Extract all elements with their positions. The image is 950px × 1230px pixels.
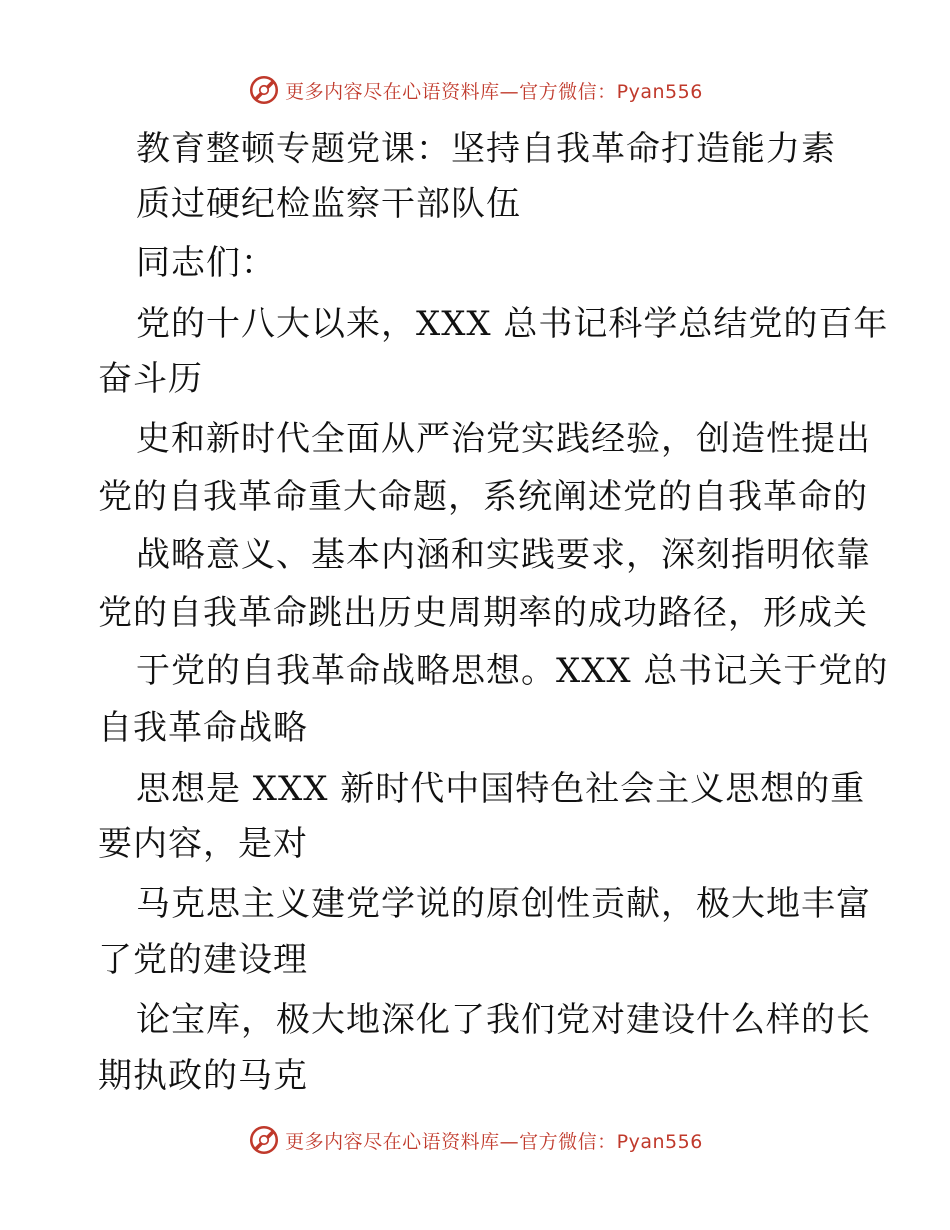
paragraph-line: 自我革命战略 [98,708,308,748]
paragraph-line: 期执政的马克 [98,1056,308,1096]
paragraph-line: 党的自我革命重大命题，系统阐述党的自我革命的 [98,477,868,517]
paragraph-line: 史和新时代全面从严治党实践经验，创造性提出 [136,419,871,459]
paragraph-line: 了党的建设理 [98,940,308,980]
paragraph-line: 奋斗历 [98,359,203,399]
document-title-line-1: 教育整顿专题党课：坚持自我革命打造能力素 [136,129,836,169]
pen-logo-icon [247,1123,281,1157]
paragraph-line: 党的十八大以来，XXX 总书记科学总结党的百年 [136,304,889,344]
salutation: 同志们： [136,243,276,283]
paragraph-line: 思想是 XXX 新时代中国特色社会主义思想的重 [136,769,866,809]
footer-banner-text: 更多内容尽在心语资料库—官方微信：Pyan556 [285,1130,703,1153]
header-banner-text: 更多内容尽在心语资料库—官方微信：Pyan556 [285,80,703,103]
paragraph-line: 于党的自我革命战略思想。XXX 总书记关于党的 [136,651,889,691]
paragraph-line: 论宝库，极大地深化了我们党对建设什么样的长 [136,1000,871,1040]
header-banner [0,70,950,110]
paragraph-line: 马克思主义建党学说的原创性贡献，极大地丰富 [136,884,871,924]
paragraph-line: 党的自我革命跳出历史周期率的成功路径，形成关 [98,593,868,633]
paragraph-line: 要内容，是对 [98,824,308,864]
footer-banner [0,1120,950,1160]
document-title-line-2: 质过硬纪检监察干部队伍 [136,184,521,224]
paragraph-line: 战略意义、基本内涵和实践要求，深刻指明依靠 [136,535,871,575]
pen-logo-icon [247,73,281,107]
